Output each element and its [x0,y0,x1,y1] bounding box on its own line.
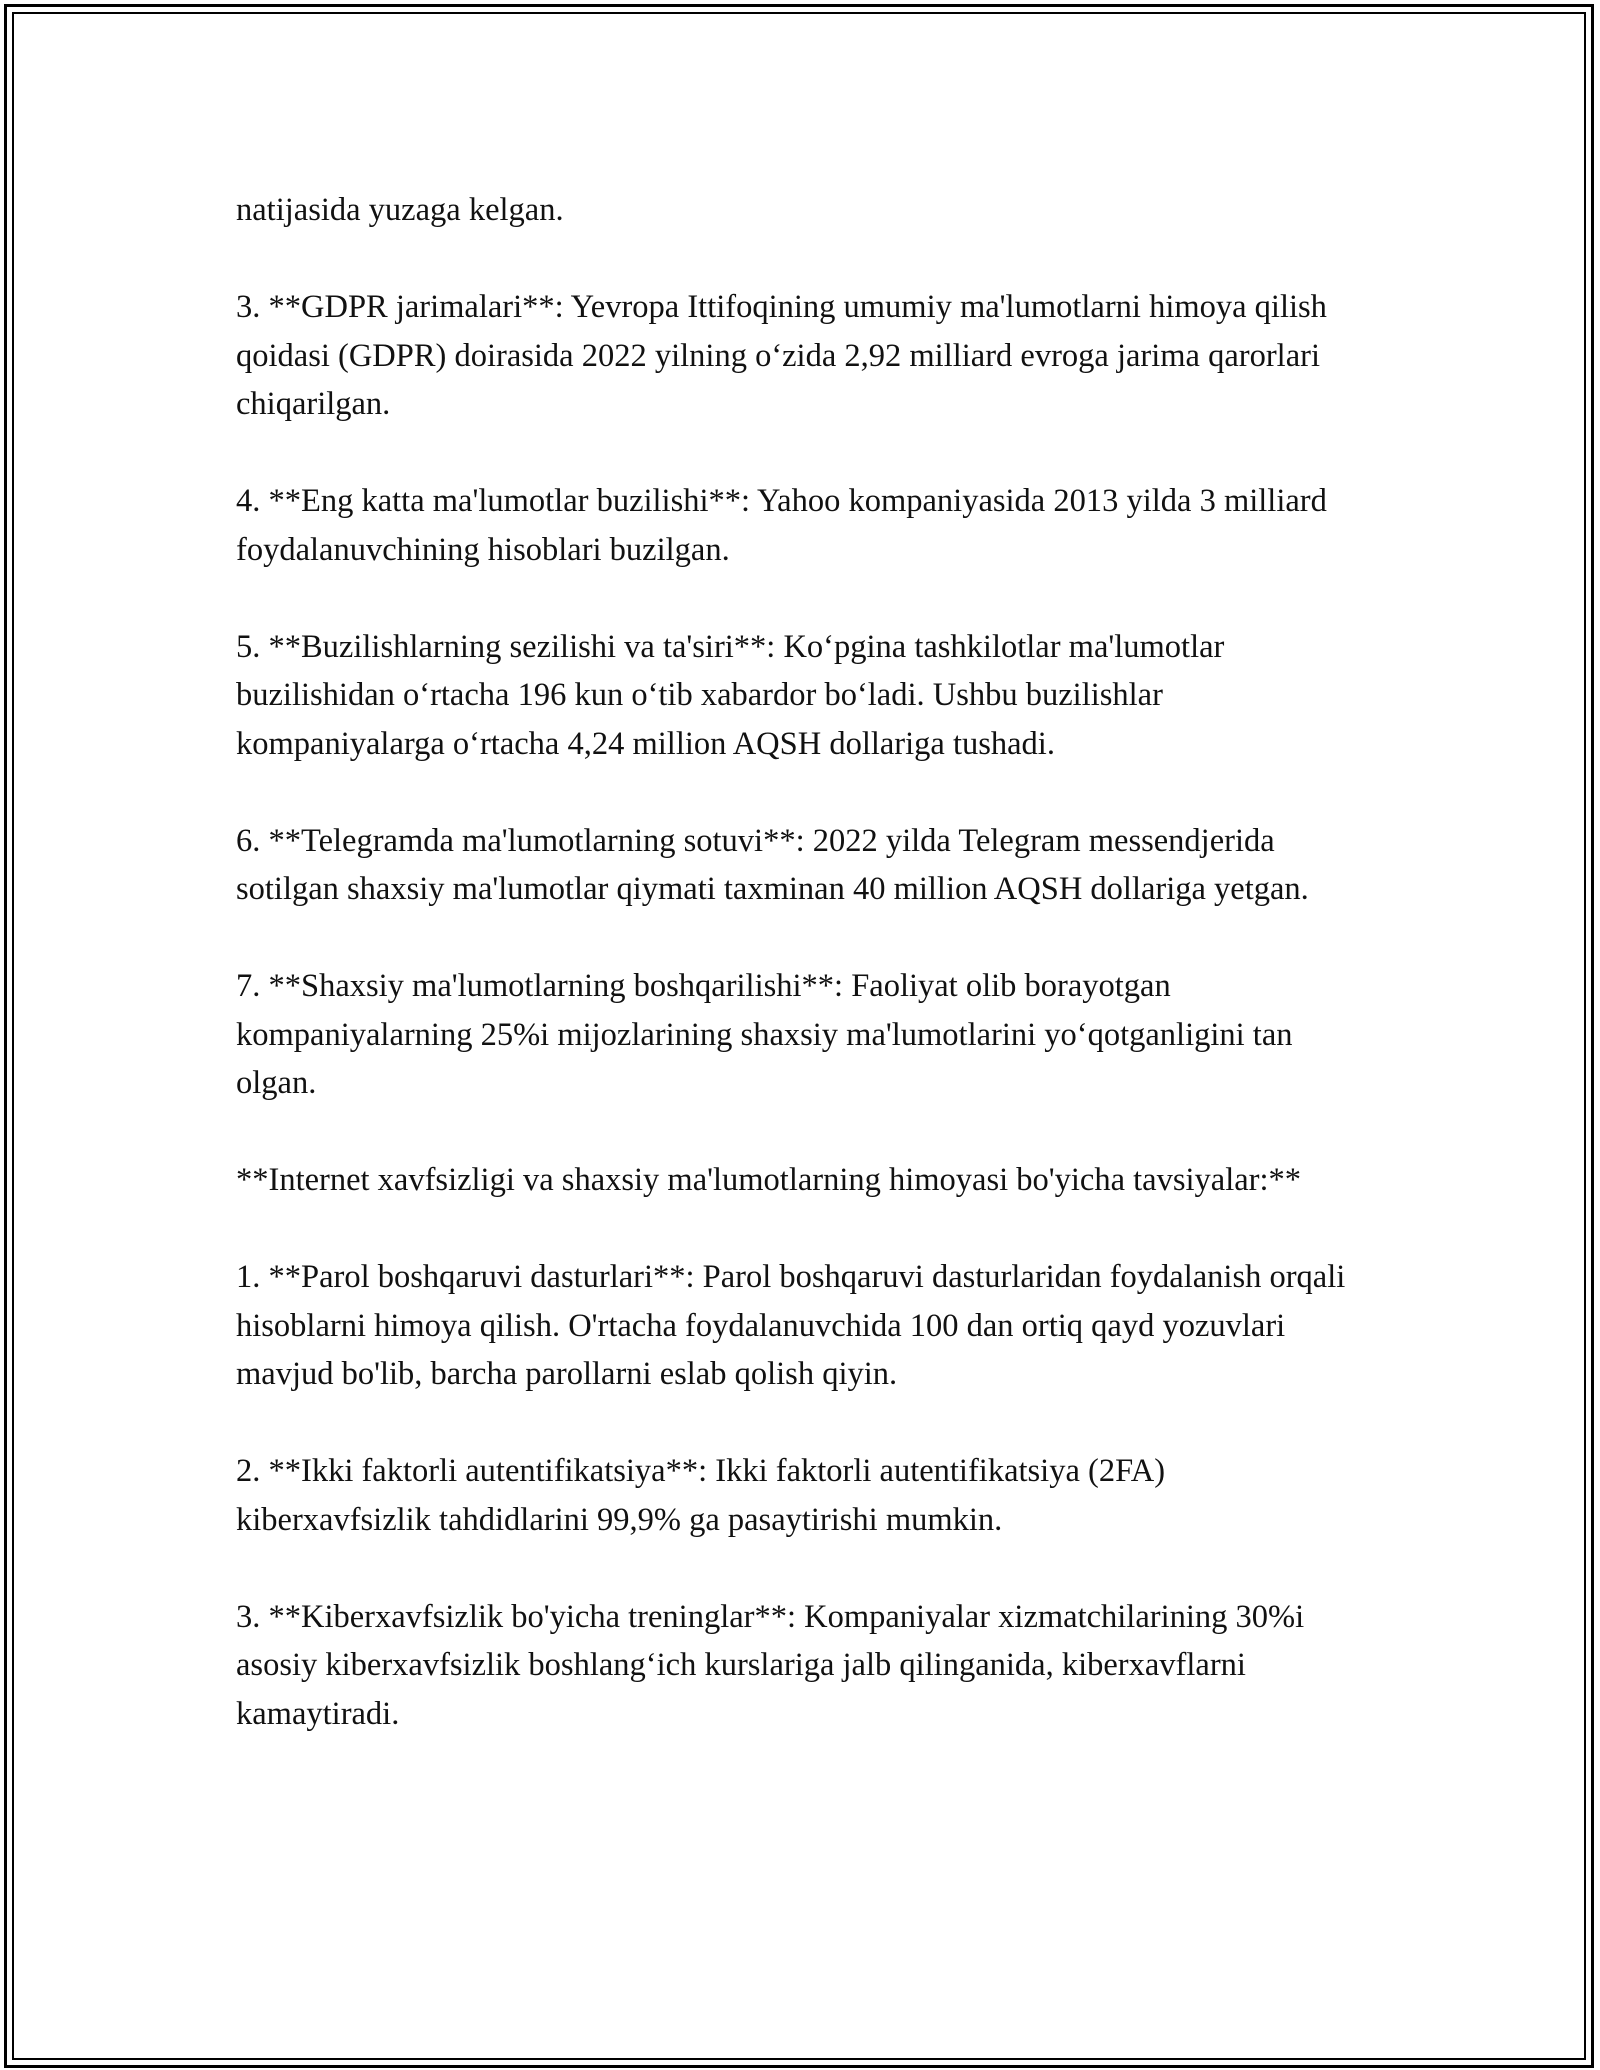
paragraph-password-managers: 1. **Parol boshqaruvi dasturlari**: Parol boshqaruvi dasturlaridan foydalanish orqali hisoblarni himoya qilish. O'rtacha foydalanuvchida 100 dan ortiq qayd yozuvlari mavjud bo'lib, barcha parollarni eslab qolish qiyin. [236,1259,1354,1392]
paragraph-gdpr-fines: 3. **GDPR jarimalari**: Yevropa Ittifoqining umumiy ma'lumotlarni himoya qilish qoidasi (GDPR) doirasida 2022 yilning o‘zida 2,92 milliard evroga jarima qarorlari chiqarilgan. [236,289,1336,422]
paragraph-two-factor-auth: 2. **Ikki faktorli autentifikatsiya**: Ikki faktorli autentifikatsiya (2FA) kiberxavfsizlik tahdidlarini 99,9% ga pasaytirishi mumkin. [236,1453,1174,1538]
paragraph-largest-breach: 4. **Eng katta ma'lumotlar buzilishi**: Yahoo kompaniyasida 2013 yilda 3 milliard foydalanuvchining hisoblari buzilgan. [236,483,1335,568]
paragraph-continuation: natijasida yuzaga kelgan. [236,192,564,228]
paragraph-security-trainings: 3. **Kiberxavfsizlik bo'yicha treninglar**: Kompaniyalar xizmatchilarining 30%i asosiy kiberxavfsizlik boshlang‘ich kurslariga jalb qilinganida, kiberxavflarni kamaytiradi. [236,1598,1313,1732]
paragraph-breach-detection: 5. **Buzilishlarning sezilishi va ta'siri**: Ko‘pgina tashkilotlar ma'lumotlar buzilishidan o‘rtacha 196 kun o‘tib xabardor bo‘ladi. Ushbu buzilishlar kompaniyalarga o‘rtacha 4,24 million AQSH dollariga tushadi. [236,628,1233,762]
paragraph-telegram-sales: 6. **Telegramda ma'lumotlarning sotuvi**: 2022 yilda Telegram messendjerida sotilgan shaxsiy ma'lumotlar qiymati taxminan 40 million AQSH dollariga yetgan. [236,822,1309,907]
document-body [236,186,1366,1787]
recommendations-heading: **Internet xavfsizligi va shaxsiy ma'lumotlarning himoyasi bo'yicha tavsiyalar:** [236,1162,1302,1198]
paragraph-personal-data-management: 7. **Shaxsiy ma'lumotlarning boshqarilishi**: Faoliyat olib borayotgan kompaniyalarning 25%i mijozlarining shaxsiy ma'lumotlarini yo‘qotganligini tan olgan. [236,968,1301,1101]
